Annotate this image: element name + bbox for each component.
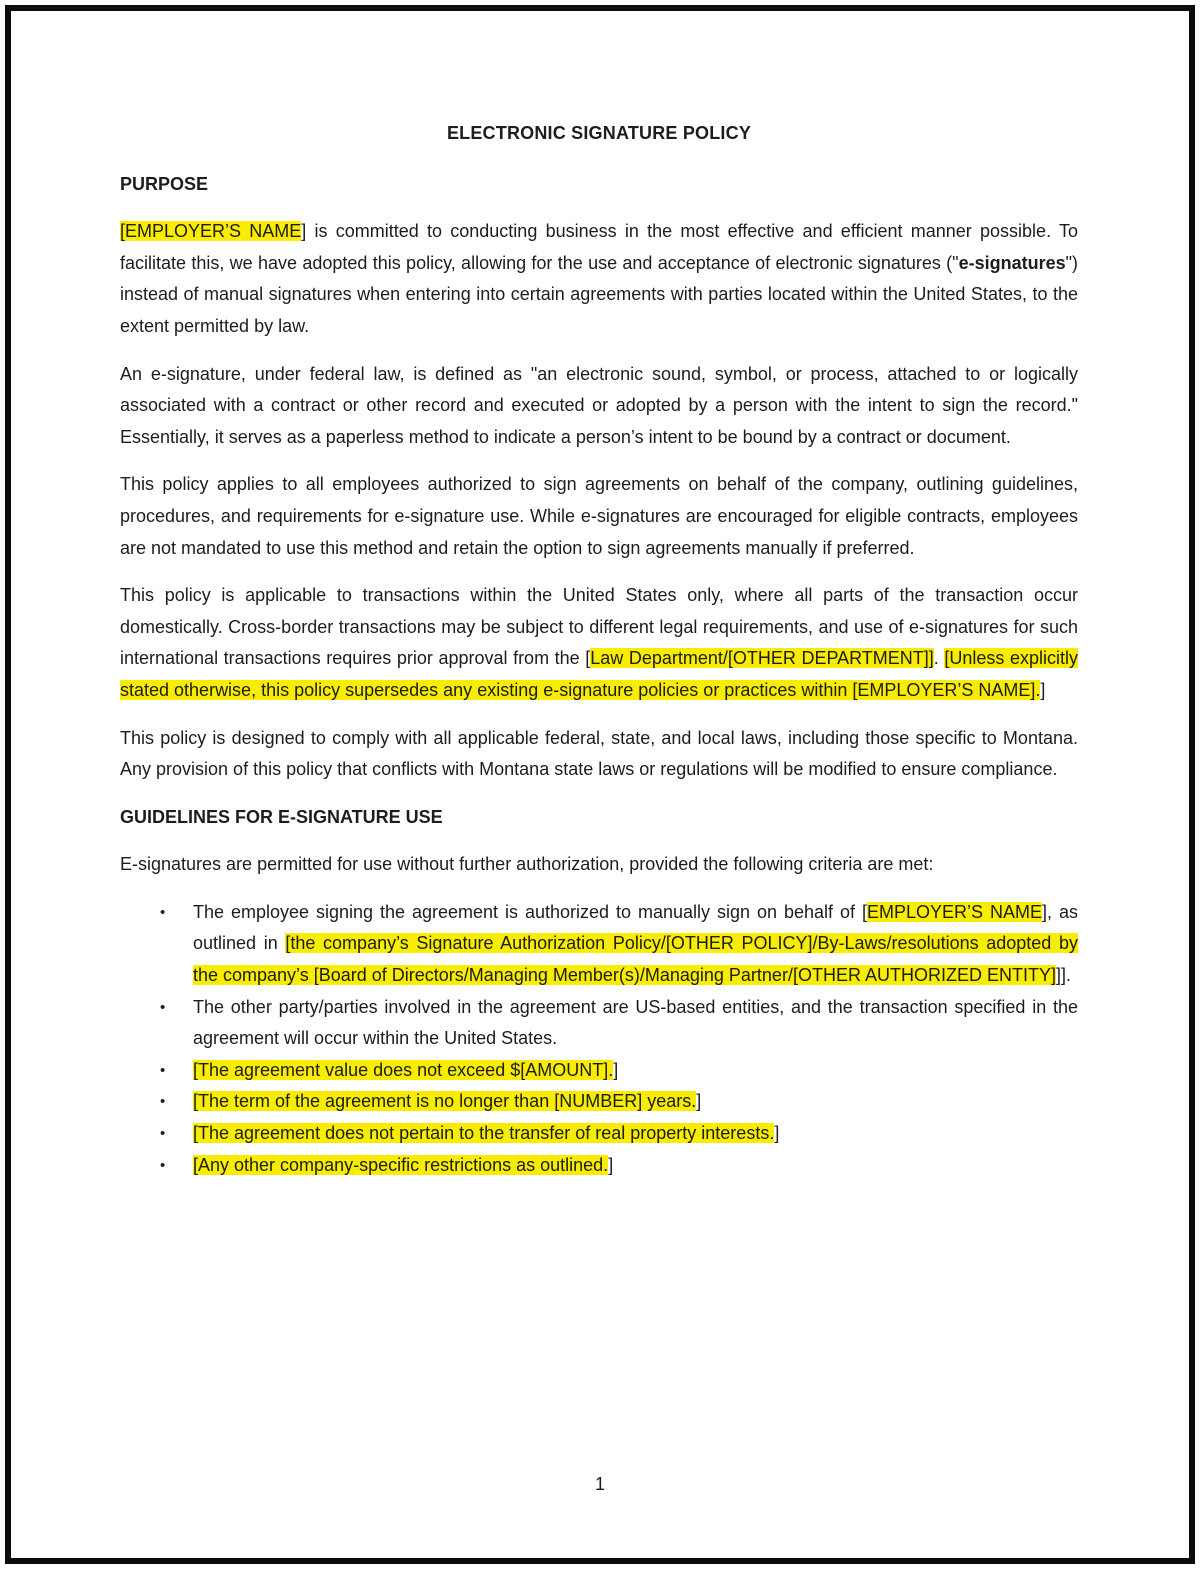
text-run: PURPOSE (120, 173, 209, 194)
text-run: e-signatures (958, 252, 1066, 273)
highlighted-text: [EMPLOYER’S NAME (120, 221, 302, 242)
highlighted-text: [Any other company-specific restrictions as outlined. (193, 1154, 609, 1175)
bullet-icon: • (160, 903, 166, 921)
text-run: The other party/parties involved in the agreement are US-based entities, and the transaction specified in the agreement will occur within the United States. (193, 996, 1078, 1049)
bullet-item (120, 897, 1078, 992)
bullet-text (193, 1118, 1078, 1150)
paragraph (120, 849, 1078, 881)
text-run: ] is committed to conducting business in the most effective and efficient manner possible. To facilitate this, we have adopted this policy, allowing for the use and acceptance of electronic signatures (" (120, 221, 1078, 273)
highlighted-text: [The agreement value does not exceed $[AMOUNT]. (193, 1059, 614, 1080)
bullet-icon: • (160, 998, 166, 1016)
text-run: . (933, 648, 945, 669)
section-heading (120, 802, 1078, 834)
text-run: ], as outlined in (193, 901, 1078, 954)
highlighted-text: Law Department/[OTHER DEPARTMENT]] (590, 648, 934, 669)
bullet-item (120, 1118, 1078, 1150)
bullet-icon: • (160, 1093, 166, 1111)
highlighted-text: [The term of the agreement is no longer than [NUMBER] years. (193, 1091, 697, 1112)
bullet-icon: • (160, 1061, 166, 1079)
bullet-item (120, 1055, 1078, 1087)
text-run: The employee signing the agreement is authorized to manually sign on behalf of [ (193, 901, 867, 922)
highlighted-text: [The agreement does not pertain to the transfer of real property interests. (193, 1123, 775, 1144)
bullet-text (193, 897, 1078, 992)
text-run: GUIDELINES FOR E-SIGNATURE USE (120, 806, 443, 827)
paragraph (120, 359, 1078, 454)
text-run: ]]. (1055, 965, 1071, 986)
bullet-icon: • (160, 1156, 166, 1174)
text-run: This policy is designed to comply with all applicable federal, state, and local laws, including those specific to Montana. Any provision of this policy that conflicts with Montana state laws or regulations will be modified to ensure compliance. (120, 727, 1078, 780)
page-number: 1 (594, 1474, 605, 1494)
paragraph (120, 216, 1078, 342)
section-heading (120, 169, 1078, 201)
text-run: E-signatures are permitted for use without further authorization, provided the following criteria are met: (120, 854, 934, 875)
paragraph (120, 723, 1078, 786)
text-run: ") instead of manual signatures when entering into certain agreements with parties located within the United States, to the extent permitted by law. (120, 252, 1078, 336)
bullet-icon: • (160, 1125, 166, 1143)
paragraph (120, 580, 1078, 706)
text-run: This policy is applicable to transactions within the United States only, where all parts of the transaction occur domestically. Cross-border transactions may be subject to different legal requirements, and use of e-signatures for such international transactions requires prior approval from the [ (120, 585, 1078, 669)
document-body (120, 118, 1078, 1181)
bullet-text (193, 1086, 1078, 1118)
highlighted-text: [Unless explicitly stated otherwise, this policy supersedes any existing e-signature policies or practices within [EMPLOYER’S NAME]. (120, 648, 1078, 700)
text-run: This policy applies to all employees authorized to sign agreements on behalf of the company, outlining guidelines, procedures, and requirements for e-signature use. While e-signatures are encouraged for eligible contracts, employees are not mandated to use this method and retain the option to sign agreements manually if preferred. (120, 474, 1078, 558)
text-run: ] (613, 1059, 619, 1080)
bullet-item (120, 992, 1078, 1055)
text-run: ] (608, 1154, 614, 1175)
text-run: ELECTRONIC SIGNATURE POLICY (446, 123, 752, 143)
page-title (120, 118, 1078, 150)
text-run: ] (696, 1091, 702, 1112)
highlighted-text: EMPLOYER’S NAME (867, 901, 1043, 922)
bullet-item (120, 1086, 1078, 1118)
text-run: An e-signature, under federal law, is defined as "an electronic sound, symbol, or process, attached to or logically associated with a contract or other record and executed or adopted by a person with the intent to sign the record." Essentially, it serves as a paperless method to indicate a person’s intent to be bound by a contract or document. (120, 363, 1078, 447)
highlighted-text: [the company’s Signature Authorization Policy/[OTHER POLICY]/By-Laws/resolutions adopted by the company’s [Board of Directors/Managing Member(s)/Managing Partner/[OTHER AUTHORIZED ENTITY] (193, 933, 1078, 986)
paragraph (120, 469, 1078, 564)
bullet-item (120, 1150, 1078, 1182)
bullet-text (193, 1055, 1078, 1087)
text-run: ] (774, 1123, 780, 1144)
bullet-text (193, 992, 1078, 1055)
text-run: ] (1040, 679, 1046, 700)
bullet-text (193, 1150, 1078, 1182)
